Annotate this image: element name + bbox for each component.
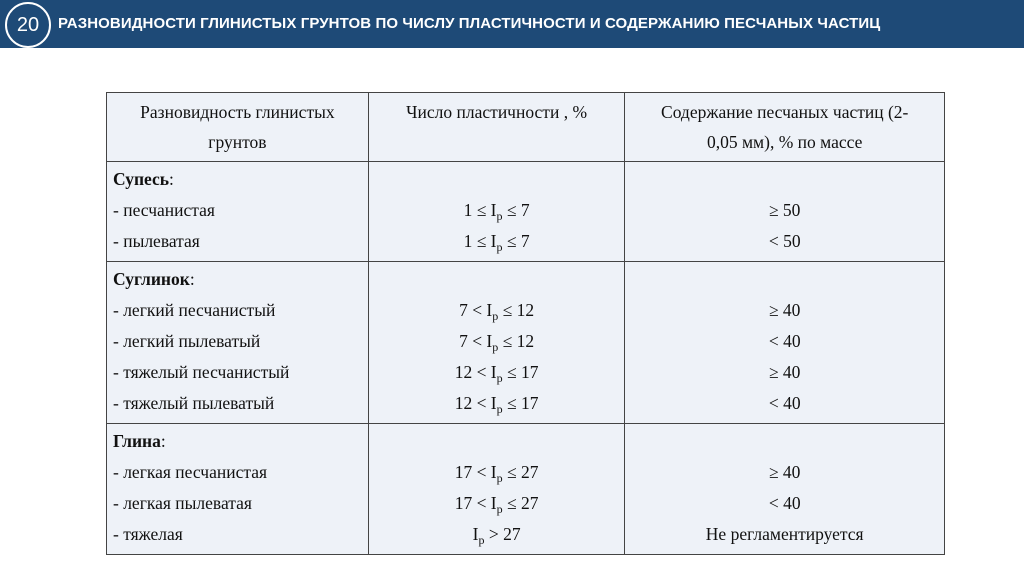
group-title [113, 426, 362, 457]
sand-value: ≥ 40 [768, 300, 801, 320]
subtype-label: - тяжелый песчанистый [113, 362, 290, 382]
plasticity-cell [368, 162, 625, 262]
subtype-label: - песчанистая [113, 200, 215, 220]
header-sand-content-line1: Содержание песчаных частиц (2- [661, 102, 909, 122]
header-soil-type [107, 93, 369, 162]
subtype-label: - тяжелая [113, 524, 183, 544]
group-title-name: Глина [113, 431, 161, 451]
sand-value: ≥ 40 [768, 362, 801, 382]
group-title-name: Суглинок [113, 269, 190, 289]
subtype-label: - легкий песчанистый [113, 300, 276, 320]
group-title-colon: : [160, 431, 166, 451]
subtype-label: - пылеватая [113, 231, 200, 251]
plasticity-value: $12 < I_p \le 17$ [454, 393, 539, 416]
plasticity-value: $I_p > 27$ [472, 524, 521, 547]
plasticity-cell [368, 262, 625, 424]
slide-title: РАЗНОВИДНОСТИ ГЛИНИСТЫХ ГРУНТОВ ПО ЧИСЛУ ПЛАСТИЧНОСТИ И СОДЕРЖАНИЮ ПЕСЧАНЫХ ЧАСТИЦ [58, 15, 881, 32]
group-title-colon: : [189, 269, 195, 289]
sand-value: < 40 [768, 331, 801, 351]
title-bar [0, 0, 1024, 48]
sand-value: < 40 [768, 493, 801, 513]
header-soil-type-line1: Разновидность глинистых [140, 102, 335, 122]
header-sand-content-line2: 0,05 мм), % по массе [706, 132, 863, 152]
sand-value: ≥ 40 [768, 462, 801, 482]
header-soil-type-line2: грунтов [208, 132, 267, 152]
plasticity-cell [368, 424, 625, 555]
subtype-label: - тяжелый пылеватый [113, 393, 275, 413]
plasticity-value: $7 < I_p \le 12$ [459, 331, 535, 354]
group-title [113, 164, 362, 195]
soil-type-cell [107, 162, 369, 262]
plasticity-value: $12 < I_p \le 17$ [454, 362, 539, 385]
sand-content-cell [625, 424, 945, 555]
table-row [107, 162, 945, 262]
table-header-row [107, 93, 945, 162]
plasticity-value: $1 \le I_p \le 7$ [463, 231, 530, 254]
slide-number-badge: 20 [5, 2, 51, 48]
sand-content-cell [625, 162, 945, 262]
sand-value: Не регламентируется [705, 524, 864, 544]
header-plasticity-index: Число пластичности , % [368, 93, 625, 162]
table-row [107, 424, 945, 555]
group-title [113, 264, 362, 295]
subtype-label: - легкий пылеватый [113, 331, 261, 351]
plasticity-value: $17 < I_p \le 27$ [454, 493, 539, 516]
sand-value: < 50 [768, 231, 801, 251]
soil-type-cell [107, 262, 369, 424]
subtype-label: - легкая пылеватая [113, 493, 252, 513]
sand-value: < 40 [768, 393, 801, 413]
plasticity-value: $17 < I_p \le 27$ [454, 462, 539, 485]
group-title-name: Супесь [113, 169, 170, 189]
plasticity-value: $1 \le I_p \le 7$ [463, 200, 530, 223]
plasticity-value: $7 < I_p \le 12$ [459, 300, 535, 323]
subtype-label: - легкая песчанистая [113, 462, 268, 482]
soil-type-cell [107, 424, 369, 555]
header-sand-content [625, 93, 945, 162]
soil-classification-table [106, 92, 945, 555]
group-title-colon: : [169, 169, 174, 189]
sand-content-cell [625, 262, 945, 424]
sand-value: ≥ 50 [768, 200, 801, 220]
table-row [107, 262, 945, 424]
